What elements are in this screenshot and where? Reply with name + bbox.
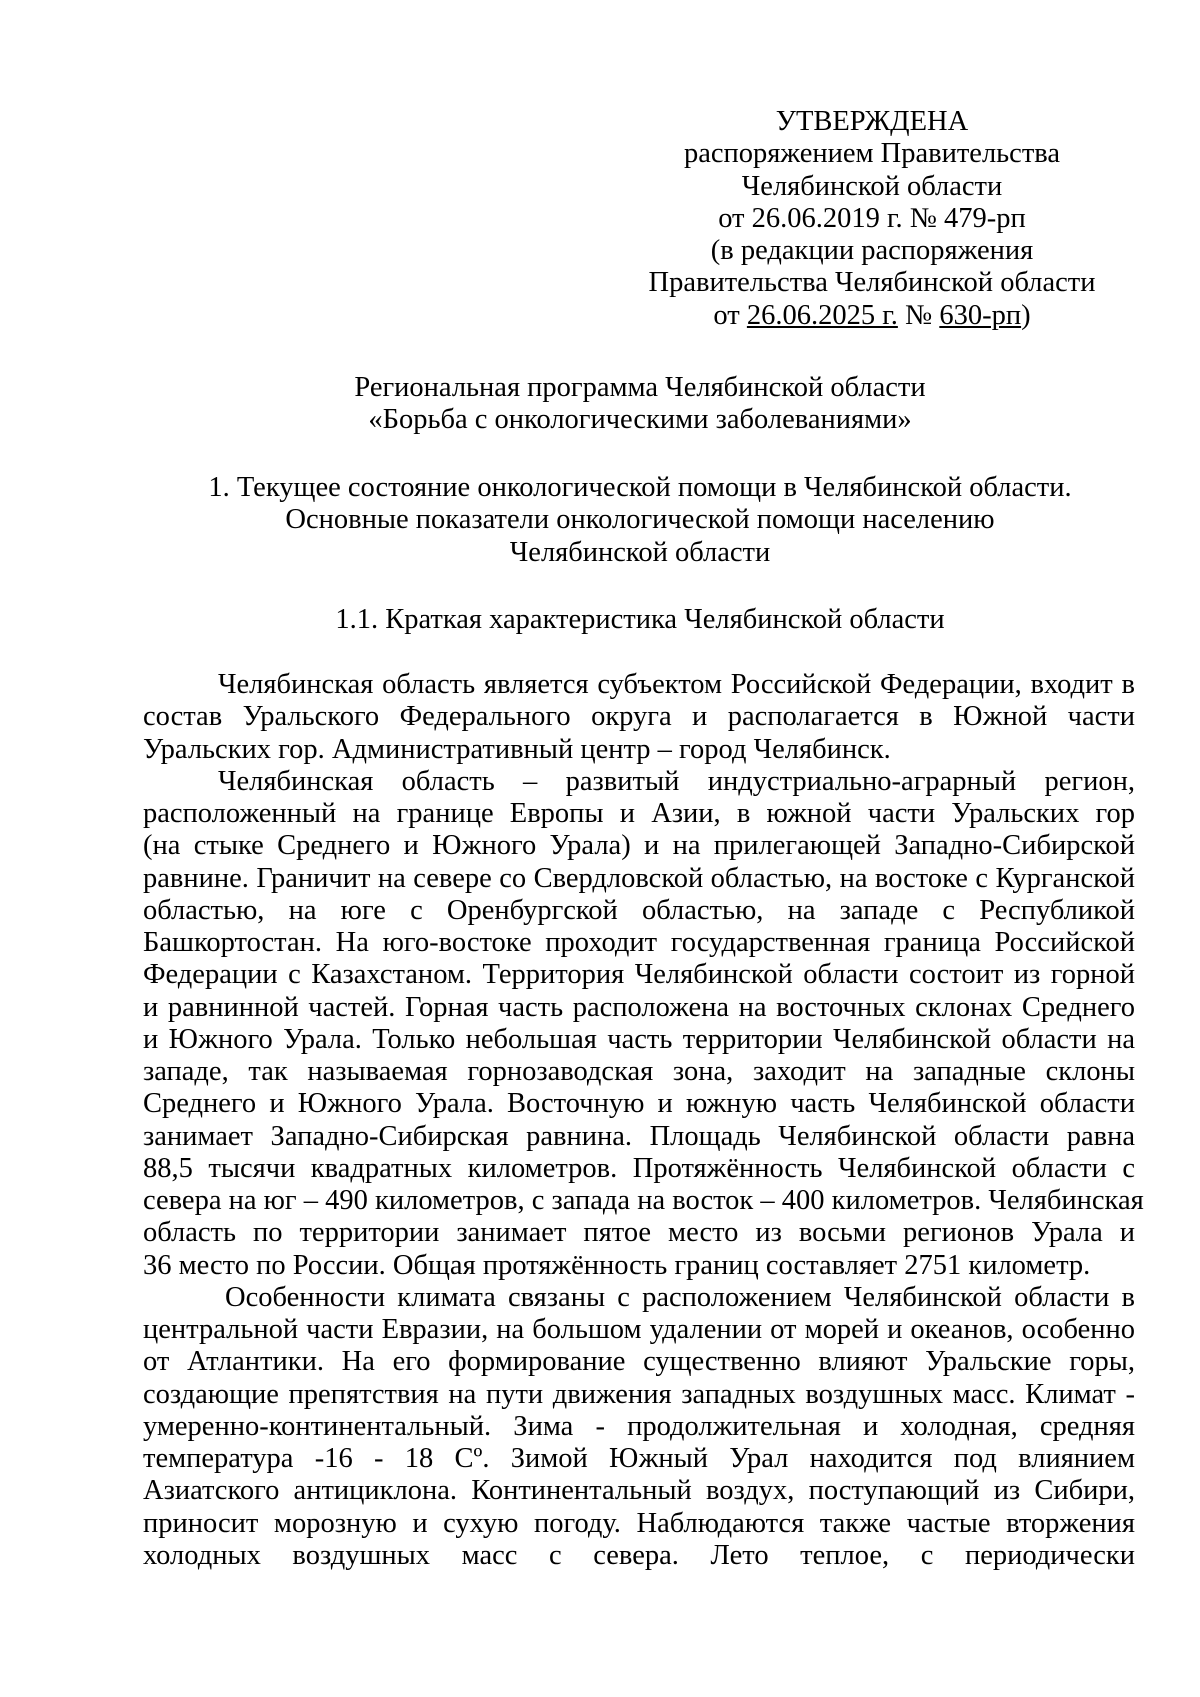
paragraph-3-line: холодных воздушных масс с севера. Лето теплое, с периодически [143, 1539, 1135, 1571]
paragraph-2-line: занимает Западно-Сибирская равнина. Площадь Челябинской области равна [143, 1120, 1135, 1152]
paragraph-2-line: севера на юг – 490 километров, с запада на восток – 400 километров. Челябинская [143, 1185, 1144, 1216]
paragraph-1-line: Уральских гор. Административный центр – город Челябинск. [143, 733, 891, 765]
section-heading-line-3: Челябинской области [509, 536, 771, 568]
paragraph-2-line: и Южного Урала. Только небольшая часть территории Челябинской области на [143, 1023, 1135, 1055]
program-title [140, 372, 1140, 437]
paragraph-2-line: Челябинская область – развитый индустриально-аграрный регион, [218, 765, 1135, 797]
program-title-line-1: Региональная программа Челябинской области [354, 372, 926, 403]
paragraph-2-line: Башкортостан. На юго-востоке проходит государственная граница Российской [143, 927, 1135, 958]
paragraph-3-line: от Атлантики. На его формирование существенно влияют Уральские горы, [143, 1346, 1135, 1378]
paragraph-2-line: расположенный на границе Европы и Азии, в южной части Уральских гор [143, 798, 1135, 829]
approval-line-6-mid: № [897, 299, 940, 331]
paragraph-3-line: центральной части Евразии, на большом удалении от морей и океанов, особенно [143, 1314, 1135, 1345]
paragraph-2-line: Среднего и Южного Урала. Восточную и южную часть Челябинской области [143, 1088, 1135, 1120]
program-title-line-2: «Борьба с онкологическими заболеваниями» [368, 404, 912, 436]
paragraph-2-line: Федерации с Казахстаном. Территория Челябинской области состоит из горной [143, 959, 1135, 991]
paragraph-3-line: создающие препятствия на пути движения западных воздушных масс. Климат - [143, 1378, 1135, 1410]
amendment-number: 630-рп [939, 299, 1022, 331]
paragraph-3-line: приносит морозную и сухую погоду. Наблюдаются также частые вторжения [143, 1507, 1135, 1539]
approval-line-2: Челябинской области [741, 170, 1003, 202]
paragraph-3-line: температура -16 - 18 Сº. Зимой Южный Урал находится под влиянием [143, 1443, 1135, 1474]
amendment-date: 26.06.2025 г. [746, 299, 898, 331]
approval-line-5: Правительства Челябинской области [648, 267, 1096, 299]
paragraph-3-line: умеренно-континентальный. Зима - продолжительная и холодная, средняя [143, 1410, 1135, 1442]
paragraph-1-line: Челябинская область является субъектом Российской Федерации, входит в [218, 669, 1135, 700]
approval-title: УТВЕРЖДЕНА [775, 106, 969, 137]
paragraph-3-line: Азиатского антициклона. Континентальный воздух, поступающий из Сибири, [143, 1475, 1135, 1507]
approval-stamp-block [616, 106, 1128, 332]
approval-line-6 [616, 300, 1128, 332]
paragraph-2-line: область по территории занимает пятое место из восьми регионов Урала и [143, 1217, 1135, 1249]
paragraph-2-line: (на стыке Среднего и Южного Урала) и на прилегающей Западно-Сибирской [143, 830, 1135, 862]
approval-line-4: (в редакции распоряжения [710, 235, 1034, 267]
approval-line-1: распоряжением Правительства [683, 138, 1061, 170]
subsection-heading: 1.1. Краткая характеристика Челябинской области [335, 604, 945, 635]
paragraph-1-line: состав Уральского Федерального округа и располагается в Южной части [143, 701, 1135, 733]
approval-line-6-prefix: от [713, 299, 747, 331]
section-heading-line-1: 1. Текущее состояние онкологической помощи в Челябинской области. [208, 472, 1072, 503]
paragraph-2-line: и равнинной частей. Горная часть расположена на восточных склонах Среднего [143, 991, 1135, 1023]
section-heading [140, 472, 1140, 569]
body-text [143, 669, 1144, 1572]
paragraph-2-line: 36 место по России. Общая протяжённость границ составляет 2751 километр. [143, 1249, 1091, 1281]
paragraph-2-line: западе, так называемая горнозаводская зона, заходит на западные склоны [143, 1056, 1135, 1087]
paragraph-2-line: областью, на юге с Оренбургской областью, на западе с Республикой [143, 894, 1135, 926]
paragraph-2-line: равнине. Граничит на севере со Свердловской областью, на востоке с Курганской [143, 862, 1135, 894]
paragraph-2-line: 88,5 тысячи квадратных километров. Протяжённость Челябинской области с [143, 1152, 1135, 1184]
paragraph-3-line: Особенности климата связаны с расположением Челябинской области в [225, 1281, 1135, 1313]
section-heading-line-2: Основные показатели онкологической помощи населению [285, 504, 995, 536]
approval-line-3: от 26.06.2019 г. № 479-рп [718, 202, 1026, 234]
approval-line-6-suffix: ) [1021, 299, 1031, 331]
